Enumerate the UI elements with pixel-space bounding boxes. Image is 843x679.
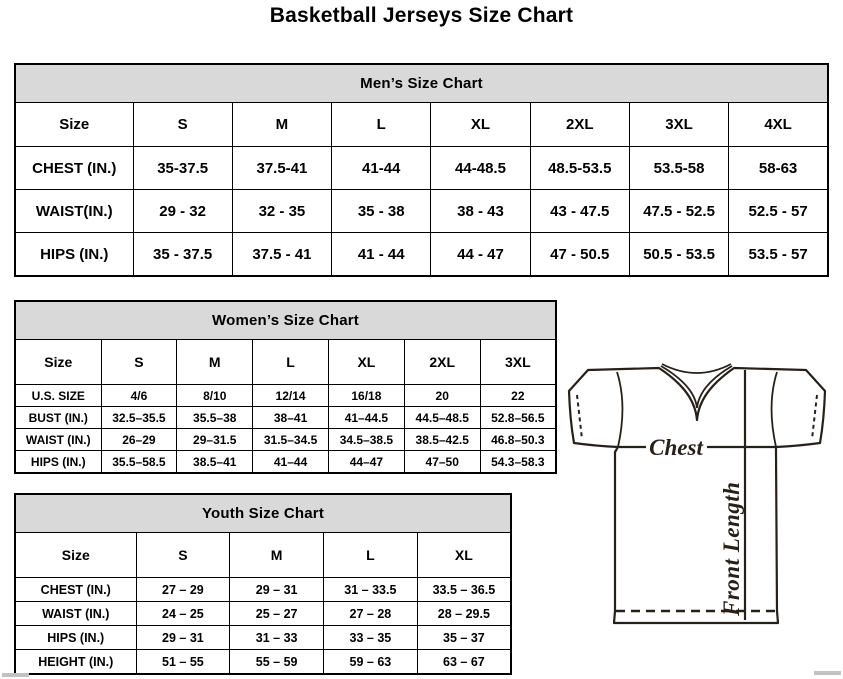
armhole-seam-right <box>772 372 777 447</box>
value-cell: 48.5-53.5 <box>530 147 629 190</box>
value-cell: 4/6 <box>101 385 177 407</box>
column-header: S <box>101 340 177 385</box>
value-cell: 52.5 - 57 <box>729 190 828 233</box>
value-cell: 46.8–50.3 <box>480 429 556 451</box>
value-cell: 44 - 47 <box>431 233 530 277</box>
value-cell: 53.5 - 57 <box>729 233 828 277</box>
chest-label: Chest <box>649 435 703 460</box>
value-cell: 54.3–58.3 <box>480 451 556 474</box>
value-cell: 27 – 29 <box>136 578 230 602</box>
womens-size-table <box>14 300 557 474</box>
value-cell: 50.5 - 53.5 <box>629 233 728 277</box>
column-header: S <box>133 103 232 147</box>
column-header: 2XL <box>404 340 480 385</box>
value-cell: 35.5–58.5 <box>101 451 177 474</box>
column-header: XL <box>431 103 530 147</box>
value-cell: 43 - 47.5 <box>530 190 629 233</box>
column-header: M <box>232 103 331 147</box>
value-cell: 35 – 37 <box>417 626 511 650</box>
value-cell: 29–31.5 <box>177 429 253 451</box>
value-cell: 63 – 67 <box>417 650 511 675</box>
table-row <box>15 190 828 233</box>
column-header: Size <box>15 103 133 147</box>
value-cell: 34.5–38.5 <box>328 429 404 451</box>
table-row <box>15 578 511 602</box>
column-header: S <box>136 533 230 578</box>
scrollbar-fragment-left[interactable] <box>2 673 29 677</box>
value-cell: 38 - 43 <box>431 190 530 233</box>
value-cell: 44.5–48.5 <box>404 407 480 429</box>
value-cell: 31 – 33 <box>230 626 324 650</box>
page-title: Basketball Jerseys Size Chart <box>269 4 574 27</box>
value-cell: 25 – 27 <box>230 602 324 626</box>
value-cell: 52.8–56.5 <box>480 407 556 429</box>
value-cell: 44-48.5 <box>431 147 530 190</box>
column-header: 3XL <box>480 340 556 385</box>
value-cell: 47–50 <box>404 451 480 474</box>
column-header: M <box>177 340 253 385</box>
table-row <box>15 233 828 277</box>
value-cell: 44–47 <box>328 451 404 474</box>
row-label: HEIGHT (IN.) <box>15 650 136 675</box>
value-cell: 38.5–41 <box>177 451 253 474</box>
front-length-label: Front Length <box>719 481 744 616</box>
value-cell: 35-37.5 <box>133 147 232 190</box>
table-row <box>15 147 828 190</box>
row-label: WAIST(IN.) <box>15 190 133 233</box>
value-cell: 35 - 37.5 <box>133 233 232 277</box>
table-row <box>15 407 556 429</box>
value-cell: 59 – 63 <box>324 650 418 675</box>
column-header: L <box>332 103 431 147</box>
column-header: Size <box>15 340 101 385</box>
value-cell: 28 – 29.5 <box>417 602 511 626</box>
row-label: CHEST (IN.) <box>15 578 136 602</box>
cuff-dashed-line-left <box>577 395 582 439</box>
collar-band-arc <box>662 364 731 373</box>
table-row <box>15 602 511 626</box>
value-cell: 41 - 44 <box>332 233 431 277</box>
row-label: HIPS (IN.) <box>15 626 136 650</box>
value-cell: 32.5–35.5 <box>101 407 177 429</box>
value-cell: 38.5–42.5 <box>404 429 480 451</box>
table-row <box>15 650 511 675</box>
value-cell: 47.5 - 52.5 <box>629 190 728 233</box>
row-label: HIPS (IN.) <box>15 233 133 277</box>
row-label: BUST (IN.) <box>15 407 101 429</box>
value-cell: 53.5-58 <box>629 147 728 190</box>
youth_chart-column-headers <box>15 533 511 578</box>
column-header: L <box>253 340 329 385</box>
value-cell: 58-63 <box>729 147 828 190</box>
column-header: L <box>324 533 418 578</box>
value-cell: 37.5-41 <box>232 147 331 190</box>
value-cell: 24 – 25 <box>136 602 230 626</box>
value-cell: 41-44 <box>332 147 431 190</box>
cuff-dashed-line-right <box>812 395 817 439</box>
armhole-seam-left <box>617 372 622 447</box>
value-cell: 47 - 50.5 <box>530 233 629 277</box>
value-cell: 41–44.5 <box>328 407 404 429</box>
value-cell: 26–29 <box>101 429 177 451</box>
column-header: M <box>230 533 324 578</box>
value-cell: 55 – 59 <box>230 650 324 675</box>
row-label: WAIST (IN.) <box>15 429 101 451</box>
mens-size-table <box>14 63 829 277</box>
value-cell: 12/14 <box>253 385 329 407</box>
value-cell: 38–41 <box>253 407 329 429</box>
value-cell: 51 – 55 <box>136 650 230 675</box>
column-header: 3XL <box>629 103 728 147</box>
value-cell: 27 – 28 <box>324 602 418 626</box>
row-label: WAIST (IN.) <box>15 602 136 626</box>
row-label: U.S. SIZE <box>15 385 101 407</box>
column-header: 2XL <box>530 103 629 147</box>
table-row <box>15 385 556 407</box>
value-cell: 29 – 31 <box>230 578 324 602</box>
value-cell: 32 - 35 <box>232 190 331 233</box>
column-header: 4XL <box>729 103 828 147</box>
value-cell: 29 – 31 <box>136 626 230 650</box>
youth_chart-title: Youth Size Chart <box>15 494 511 533</box>
mens_chart-column-headers <box>15 103 828 147</box>
value-cell: 37.5 - 41 <box>232 233 331 277</box>
youth_chart-caption-row <box>15 494 511 533</box>
value-cell: 22 <box>480 385 556 407</box>
column-header: Size <box>15 533 136 578</box>
table-row <box>15 451 556 474</box>
value-cell: 35.5–38 <box>177 407 253 429</box>
value-cell: 29 - 32 <box>133 190 232 233</box>
jersey-measurement-diagram <box>556 358 843 633</box>
value-cell: 31 – 33.5 <box>324 578 418 602</box>
value-cell: 20 <box>404 385 480 407</box>
row-label: CHEST (IN.) <box>15 147 133 190</box>
value-cell: 33 – 35 <box>324 626 418 650</box>
womens_chart-title: Women’s Size Chart <box>15 301 556 340</box>
womens_chart-column-headers <box>15 340 556 385</box>
table-row <box>15 626 511 650</box>
womens_chart-caption-row <box>15 301 556 340</box>
value-cell: 33.5 – 36.5 <box>417 578 511 602</box>
value-cell: 31.5–34.5 <box>253 429 329 451</box>
youth-size-table <box>14 493 512 675</box>
mens_chart-title: Men’s Size Chart <box>15 64 828 103</box>
table-row <box>15 429 556 451</box>
value-cell: 35 - 38 <box>332 190 431 233</box>
value-cell: 8/10 <box>177 385 253 407</box>
scrollbar-fragment-right[interactable] <box>814 671 841 675</box>
value-cell: 16/18 <box>328 385 404 407</box>
mens_chart-caption-row <box>15 64 828 103</box>
value-cell: 41–44 <box>253 451 329 474</box>
row-label: HIPS (IN.) <box>15 451 101 474</box>
column-header: XL <box>328 340 404 385</box>
column-header: XL <box>417 533 511 578</box>
